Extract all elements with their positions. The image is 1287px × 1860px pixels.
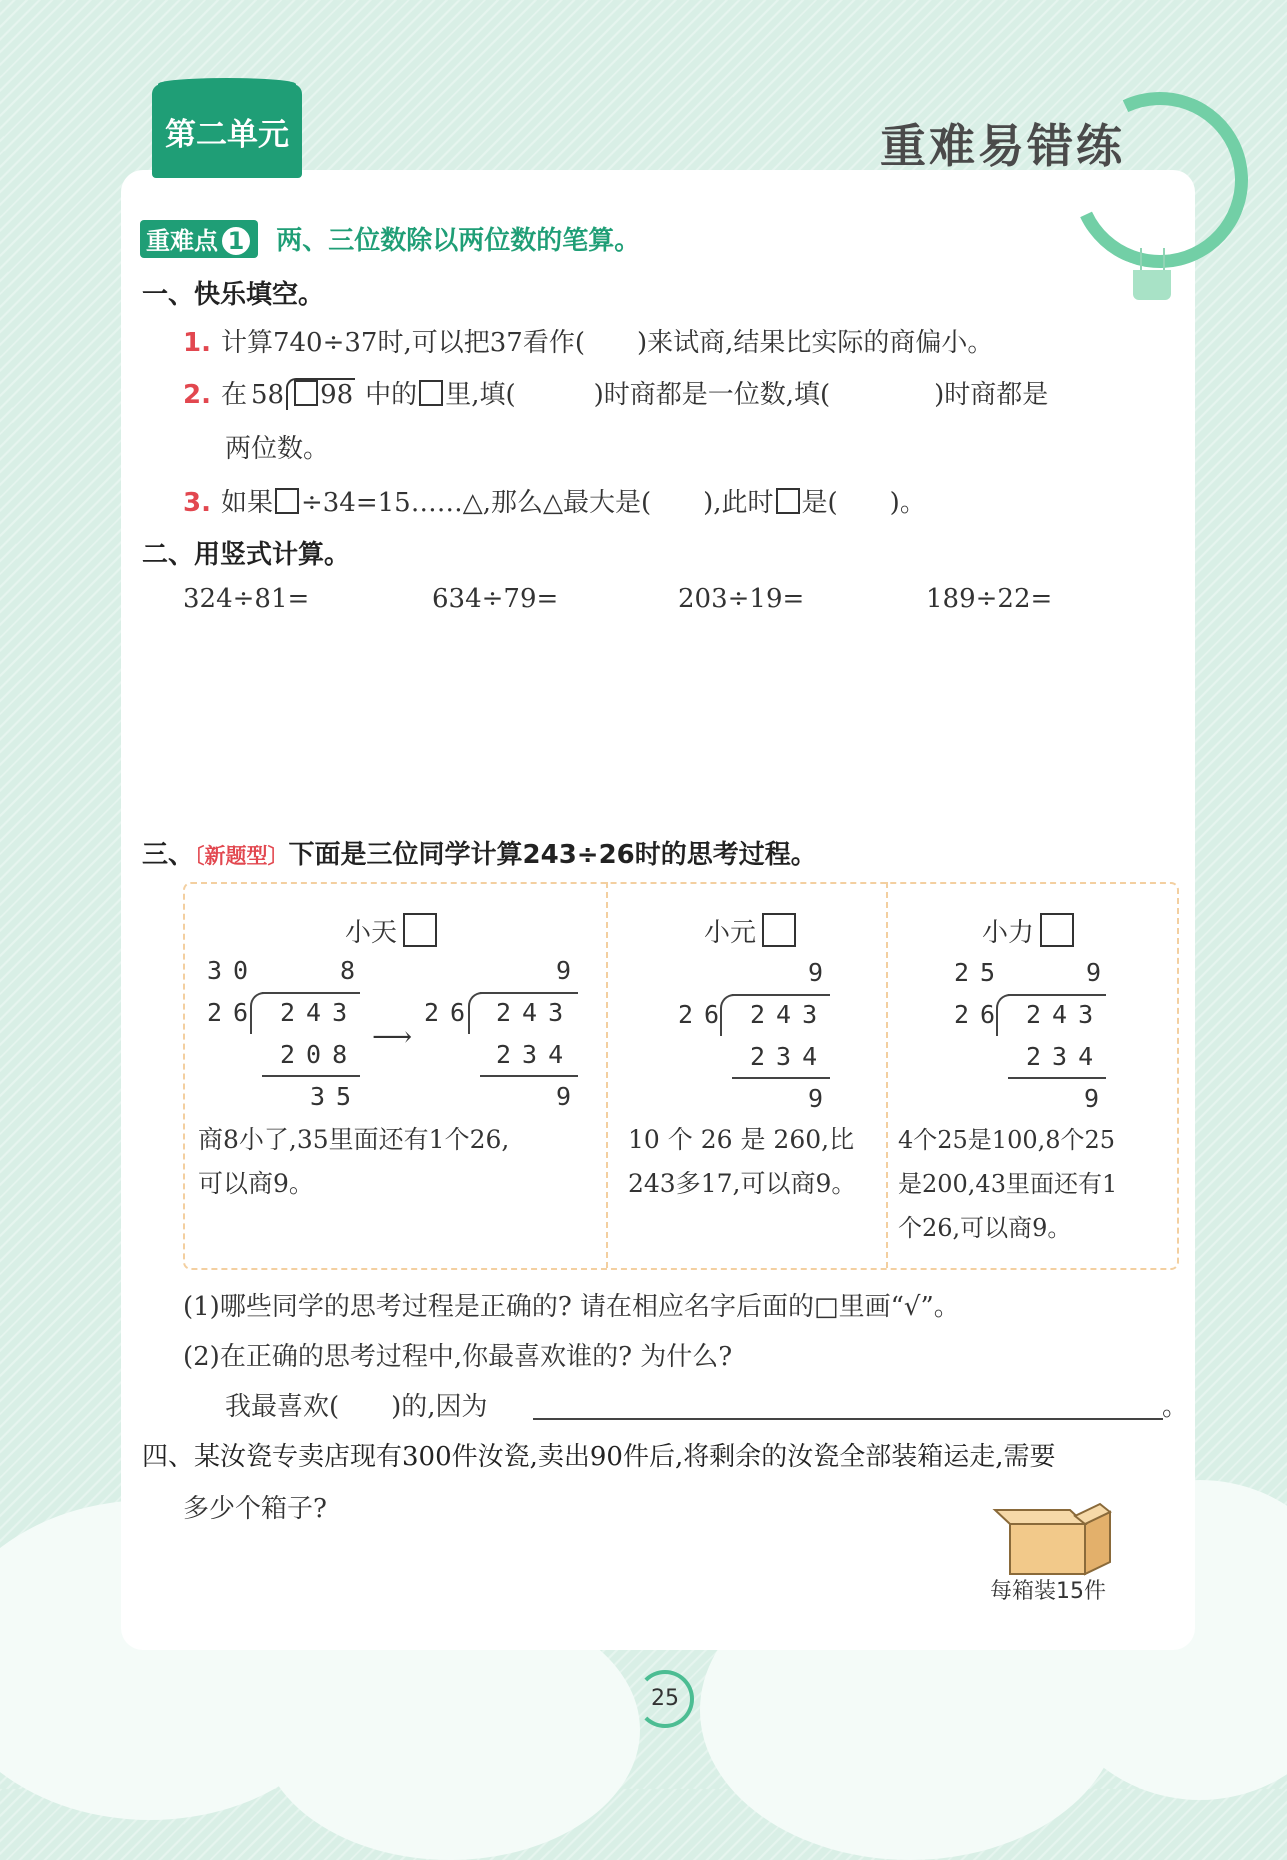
- long-division-divisor: 58: [250, 380, 285, 410]
- section4-heading-line2: 多少个箱子?: [183, 1494, 327, 1524]
- check-box[interactable]: [1040, 913, 1074, 947]
- dividend: 243: [280, 998, 359, 1027]
- remainder: 9: [556, 1082, 583, 1111]
- quotient: 9: [556, 956, 583, 985]
- dividend: 243: [1026, 1000, 1105, 1029]
- subtraction-line: [480, 1075, 578, 1077]
- section2-heading: 二、用竖式计算。: [142, 540, 351, 570]
- division-problem: 189÷22=: [926, 584, 1053, 614]
- question-text: 如果: [220, 488, 273, 518]
- explanation: 商8小了,35里面还有1个26,: [198, 1125, 510, 1154]
- answer-prefix: 我最喜欢( )的,因为: [225, 1392, 488, 1422]
- question-1: [183, 322, 993, 359]
- blank-square: [419, 380, 443, 406]
- explanation: 4个25是100,8个25: [898, 1126, 1116, 1154]
- section3-title: 下面是三位同学计算243÷26时的思考过程。: [288, 840, 817, 870]
- question-text: 里,填( )时商都是一位数,填( )时商都是: [445, 380, 1049, 410]
- question-text: ÷34=15……△,那么△最大是( ),此时: [300, 488, 774, 518]
- key-point-badge-label: 重难点: [146, 227, 218, 255]
- product: 208: [280, 1040, 359, 1069]
- long-division-bracket: [286, 378, 355, 410]
- blank-square[interactable]: [294, 380, 318, 406]
- key-point-number: 1: [220, 225, 252, 257]
- explanation: 243多17,可以商9。: [628, 1169, 857, 1198]
- dividend: 243: [750, 1000, 829, 1029]
- arrow-icon: ⟶: [372, 1020, 413, 1053]
- blank-square: [275, 488, 299, 514]
- explanation: 是200,43里面还有1: [898, 1170, 1118, 1198]
- blank-square: [776, 488, 800, 514]
- question-number: 2.: [183, 380, 211, 410]
- division-bar: [732, 994, 830, 996]
- section3-prefix: 三、: [142, 840, 195, 870]
- sub-question-2: (2)在正确的思考过程中,你最喜欢谁的? 为什么?: [183, 1342, 733, 1372]
- division-bar: [262, 992, 360, 994]
- remainder: 9: [1084, 1084, 1111, 1113]
- division-problem: 634÷79=: [432, 584, 559, 614]
- dividend: 243: [496, 998, 575, 1027]
- explanation: 10 个 26 是 260,比: [628, 1125, 855, 1154]
- division-bracket: [468, 992, 482, 1034]
- question-2: [183, 374, 1048, 411]
- quotient: 9: [808, 958, 835, 987]
- division-problem: 203÷19=: [678, 584, 805, 614]
- balloon-basket-icon: [1133, 270, 1171, 300]
- subtraction-line: [262, 1075, 360, 1077]
- division-bracket: [996, 994, 1010, 1036]
- student-name-tian: [345, 912, 439, 949]
- student-name-yuan: [704, 912, 798, 949]
- remainder: 9: [808, 1084, 835, 1113]
- divisor: 26: [678, 1000, 731, 1029]
- trial-quotient: 8: [340, 956, 367, 985]
- division-bar: [1008, 994, 1106, 996]
- unit-tab-label: 第二单元: [165, 116, 289, 153]
- quotient: 9: [1086, 958, 1113, 987]
- product: 234: [1026, 1042, 1105, 1071]
- product: 234: [750, 1042, 829, 1071]
- answer-end: 。: [1162, 1392, 1189, 1422]
- question-text: 中的: [365, 380, 418, 410]
- balloon-rope: [1163, 248, 1165, 272]
- divisor: 26: [207, 998, 260, 1027]
- page-number: 25: [636, 1670, 694, 1728]
- sub-question-1: (1)哪些同学的思考过程是正确的? 请在相应名字后面的□里画“√”。: [183, 1292, 960, 1322]
- remainder: 35: [310, 1082, 363, 1111]
- balloon-rope: [1140, 248, 1142, 272]
- question-text: 在: [220, 380, 247, 410]
- subtraction-line: [1008, 1077, 1106, 1079]
- question-3: [183, 482, 926, 519]
- divisor: 26: [424, 998, 477, 1027]
- student-name-label: 小力: [982, 918, 1035, 948]
- divisor: 26: [954, 1000, 1007, 1029]
- box-caption: 每箱装15件: [990, 1579, 1106, 1604]
- new-question-tag: 〔新题型〕: [194, 844, 289, 868]
- section4-heading: 四、某汝瓷专卖店现有300件汝瓷,卖出90件后,将剩余的汝瓷全部装箱运走,需要: [142, 1442, 1056, 1472]
- question-text: 计算740÷37时,可以把37看作( )来试商,结果比实际的商偏小。: [220, 328, 994, 358]
- explanation: 个26,可以商9。: [898, 1214, 1072, 1242]
- division-bracket: [250, 992, 264, 1034]
- question-number: 3.: [183, 488, 211, 518]
- division-bracket: [720, 994, 734, 1036]
- unit-tab: [152, 84, 302, 178]
- key-point: [140, 220, 640, 258]
- cardboard-box-icon: [990, 1502, 1120, 1582]
- product: 234: [496, 1040, 575, 1069]
- student-name-label: 小元: [704, 918, 757, 948]
- answer-input-line[interactable]: [533, 1418, 1163, 1420]
- subtraction-line: [732, 1077, 830, 1079]
- panel-divider: [606, 882, 608, 1268]
- trial-divisor: 30: [207, 956, 260, 985]
- section3-heading: [142, 834, 817, 871]
- key-point-badge: [140, 220, 258, 258]
- panel-divider: [886, 882, 888, 1268]
- division-problem: 324÷81=: [183, 584, 310, 614]
- section1-heading: 一、快乐填空。: [142, 280, 325, 310]
- division-bar: [480, 992, 578, 994]
- question-2-line2: 两位数。: [225, 434, 330, 464]
- long-division-dividend: 98: [320, 380, 354, 410]
- explanation: 可以商9。: [198, 1169, 314, 1198]
- student-name-li: [982, 912, 1076, 949]
- key-point-title: 两、三位数除以两位数的笔算。: [276, 226, 641, 256]
- student-name-label: 小天: [345, 918, 398, 948]
- check-box[interactable]: [403, 913, 437, 947]
- question-number: 1.: [183, 328, 211, 358]
- trial-divisor: 25: [954, 958, 1007, 987]
- question-text: 是( )。: [801, 488, 926, 518]
- page-title: 重难易错练: [880, 119, 1125, 173]
- check-box[interactable]: [762, 913, 796, 947]
